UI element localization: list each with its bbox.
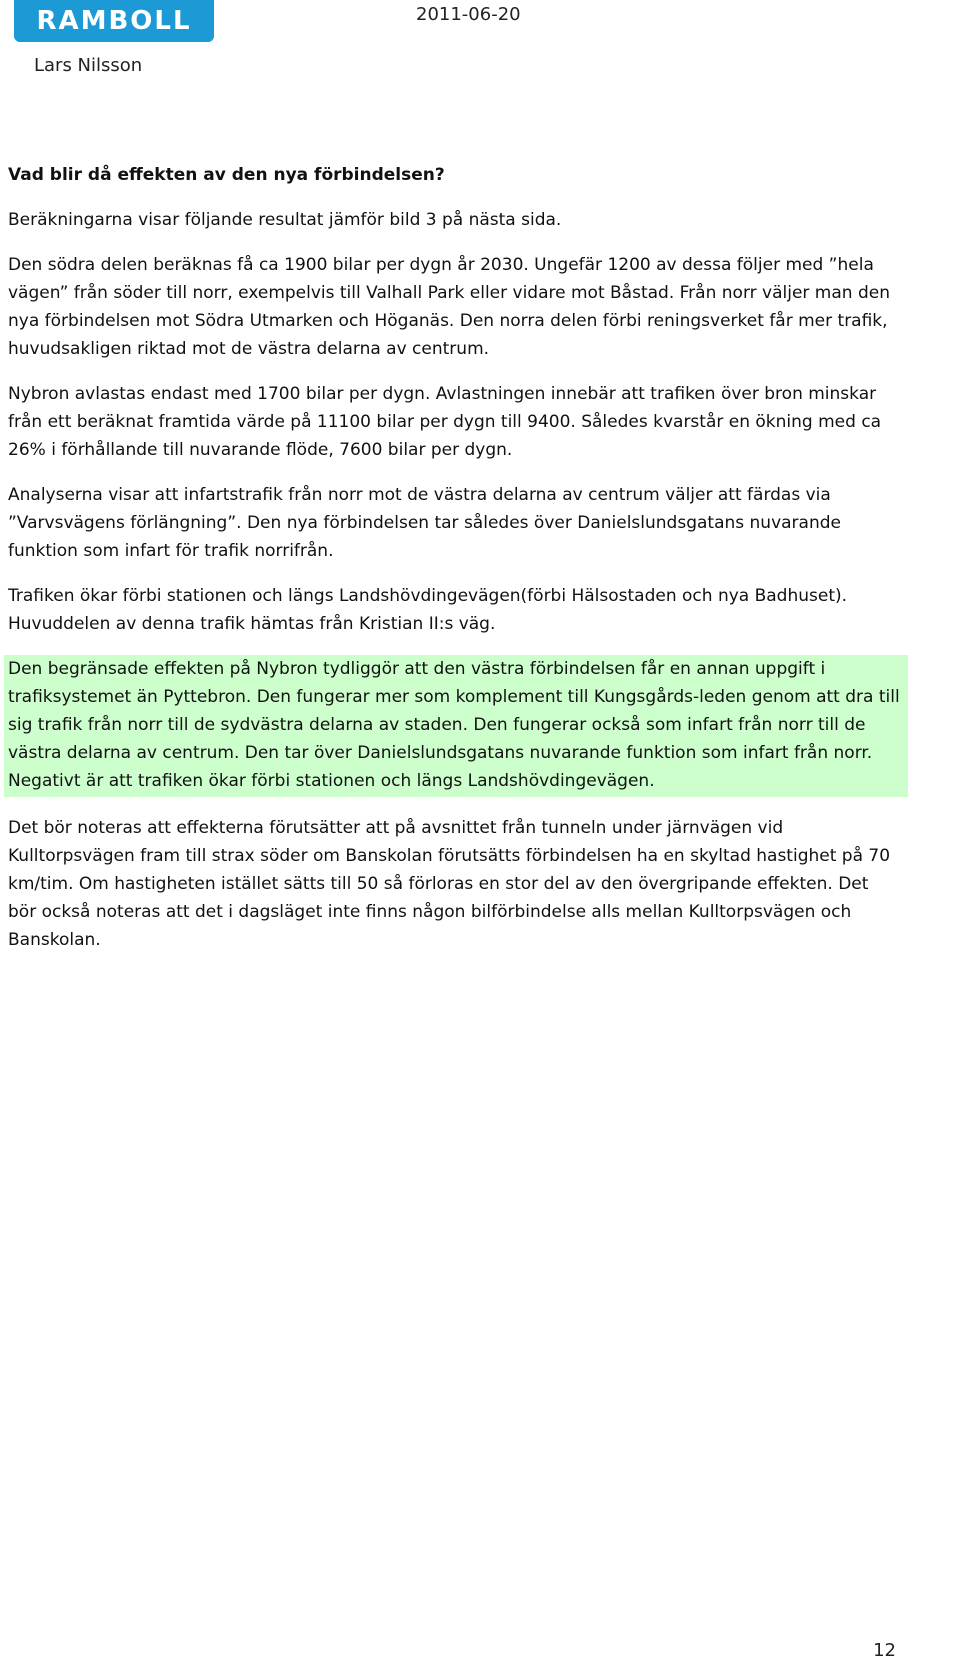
- document-date: 2011-06-20: [416, 4, 521, 25]
- section-heading: Vad blir då effekten av den nya förbindelsen?: [8, 165, 445, 185]
- logo-text: RAMBOLL: [36, 6, 192, 36]
- document-body: [8, 161, 900, 971]
- document-author: Lars Nilsson: [34, 55, 143, 76]
- paragraph-southern-part: Den södra delen beräknas få ca 1900 bilar per dygn år 2030. Ungefär 1200 av dessa följer med ”hela vägen” från söder till norr, exempelvis till Valhall Park eller vidare mot Båstad. Från norr väljer man den nya förbindelsen mot Södra Utmarken och Höganäs. Den norra delen förbi reningsverket får mer trafik, huvudsakligen riktad mot de västra delarna av centrum.: [8, 255, 890, 359]
- paragraph-speed-note: Det bör noteras att effekterna förutsätter att på avsnittet från tunneln under järnvägen vid Kulltorpsvägen fram till strax söder om Banskolan förutsätts förbindelsen ha en skyltad hastighet på 70 km/tim. Om hastigheten istället sätts till 50 så förloras en stor del av den övergripande effekten. Det bör också noteras att det i dagsläget inte finns någon bilförbindelse alls mellan Kulltorpsvägen och Banskolan.: [8, 818, 891, 950]
- paragraph-highlighted-conclusion: Den begränsade effekten på Nybron tydliggör att den västra förbindelsen får en annan uppgift i trafiksystemet än Pyttebron. Den fungerar mer som komplement till Kungsgårds-leden genom att dra till sig trafik från norr till de sydvästra delarna av staden. Den fungerar också som infart från norr till de västra delarna av centrum. Den tar över Danielslundsgatans nuvarande funktion som infart från norr. Negativt är att trafiken ökar förbi stationen och längs Landshövdingevägen.: [4, 655, 908, 797]
- paragraph-nybron: Nybron avlastas endast med 1700 bilar per dygn. Avlastningen innebär att trafiken över bron minskar från ett beräknat framtida värde på 11100 bilar per dygn till 9400. Således kvarstår en ökning med ca 26% i förhållande till nuvarande flöde, 7600 bilar per dygn.: [8, 384, 882, 460]
- page-number: 12: [873, 1640, 896, 1661]
- paragraph-infartstrafik: Analyserna visar att infartstrafik från norr mot de västra delarna av centrum väljer att färdas via ”Varvsvägens förlängning”. Den nya förbindelsen tar således över Danielslundsgatans nuvarande funktion som infart för trafik norrifrån.: [8, 485, 841, 561]
- ramboll-logo: [14, 0, 214, 42]
- paragraph-results-intro: Beräkningarna visar följande resultat jämför bild 3 på nästa sida.: [8, 210, 562, 230]
- paragraph-station-traffic: Trafiken ökar förbi stationen och längs Landshövdingevägen(förbi Hälsostaden och nya Badhuset). Huvuddelen av denna trafik hämtas från Kristian II:s väg.: [8, 586, 848, 634]
